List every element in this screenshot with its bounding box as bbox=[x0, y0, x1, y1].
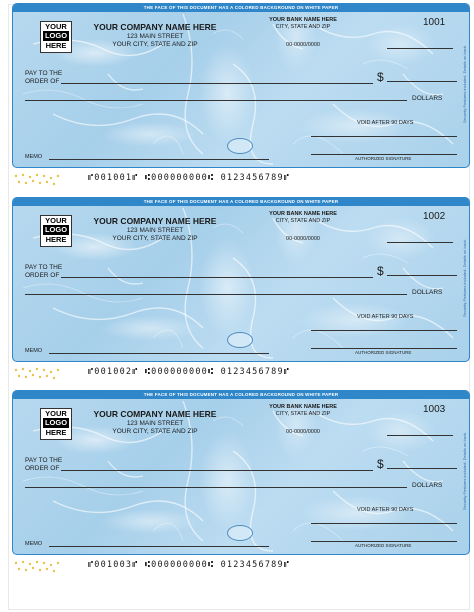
payee-line[interactable] bbox=[61, 470, 373, 471]
amount-line[interactable] bbox=[387, 275, 457, 276]
check-number: 1002 bbox=[423, 211, 446, 222]
payee-line[interactable] bbox=[61, 277, 373, 278]
dollar-sign: $ bbox=[377, 70, 384, 84]
written-amount-line[interactable] bbox=[25, 294, 407, 295]
signature-line-upper[interactable] bbox=[311, 136, 457, 137]
bank-info bbox=[258, 404, 348, 418]
security-features-text: Security Features included. Details on back. bbox=[462, 431, 467, 511]
company-street: 123 MAIN STREET bbox=[126, 420, 184, 427]
pay-to-label: PAY TO THE ORDER OF bbox=[25, 70, 63, 85]
company-city: YOUR CITY, STATE AND ZIP bbox=[112, 41, 198, 48]
written-amount-line[interactable] bbox=[25, 487, 407, 488]
micr-line: ⑈001003⑈ ⑆000000000⑆ 0123456789⑈ bbox=[88, 560, 291, 570]
security-banner: THE FACE OF THIS DOCUMENT HAS A COLORED BACKGROUND ON WHITE PAPER bbox=[13, 4, 469, 12]
signature-line[interactable] bbox=[311, 348, 457, 349]
memo-line[interactable] bbox=[49, 353, 269, 354]
amount-line[interactable] bbox=[387, 81, 457, 82]
amount-line[interactable] bbox=[387, 468, 457, 469]
memo-label: MEMO bbox=[25, 154, 43, 160]
signature-line[interactable] bbox=[311, 154, 457, 155]
signature-label: AUTHORIZED SIGNATURE bbox=[355, 156, 412, 161]
date-line[interactable] bbox=[387, 435, 453, 436]
company-street: 123 MAIN STREET bbox=[126, 33, 184, 40]
security-features-text: Security Features included. Details on back. bbox=[462, 44, 467, 124]
void-notice: VOID AFTER 90 DAYS bbox=[357, 120, 414, 126]
logo-placeholder: YOUR LOGO HERE bbox=[40, 215, 72, 247]
dollar-sign: $ bbox=[377, 264, 384, 278]
bank-name: YOUR BANK NAME HERE bbox=[269, 211, 337, 217]
security-banner: THE FACE OF THIS DOCUMENT HAS A COLORED BACKGROUND ON WHITE PAPER bbox=[13, 198, 469, 206]
void-notice: VOID AFTER 90 DAYS bbox=[357, 507, 414, 513]
void-notice: VOID AFTER 90 DAYS bbox=[357, 314, 414, 320]
micr-line: ⑈001001⑈ ⑆000000000⑆ 0123456789⑈ bbox=[88, 173, 291, 183]
dollar-sign: $ bbox=[377, 457, 384, 471]
micr-line: ⑈001002⑈ ⑆000000000⑆ 0123456789⑈ bbox=[88, 367, 291, 377]
written-amount-line[interactable] bbox=[25, 100, 407, 101]
memo-line[interactable] bbox=[49, 546, 269, 547]
company-name: YOUR COMPANY NAME HERE bbox=[93, 216, 217, 226]
bank-info bbox=[258, 211, 348, 225]
check-face bbox=[12, 3, 470, 168]
company-info bbox=[75, 409, 235, 436]
bank-city: CITY, STATE AND ZIP bbox=[275, 411, 331, 417]
logo-placeholder: YOUR LOGO HERE bbox=[40, 21, 72, 53]
signature-line-upper[interactable] bbox=[311, 523, 457, 524]
company-name: YOUR COMPANY NAME HERE bbox=[93, 409, 217, 419]
memo-line[interactable] bbox=[49, 159, 269, 160]
signature-label: AUTHORIZED SIGNATURE bbox=[355, 543, 412, 548]
memo-label: MEMO bbox=[25, 348, 43, 354]
security-seal bbox=[227, 138, 253, 154]
date-line[interactable] bbox=[387, 242, 453, 243]
dollars-label: DOLLARS bbox=[412, 289, 443, 296]
bank-city: CITY, STATE AND ZIP bbox=[275, 24, 331, 30]
security-banner: THE FACE OF THIS DOCUMENT HAS A COLORED BACKGROUND ON WHITE PAPER bbox=[13, 391, 469, 399]
payee-line[interactable] bbox=[61, 83, 373, 84]
check-number: 1001 bbox=[423, 17, 446, 28]
memo-label: MEMO bbox=[25, 541, 43, 547]
pay-to-label: PAY TO THE ORDER OF bbox=[25, 457, 63, 472]
company-info bbox=[75, 22, 235, 49]
stars-icon bbox=[12, 366, 62, 380]
company-city: YOUR CITY, STATE AND ZIP bbox=[112, 428, 198, 435]
stars-icon bbox=[12, 559, 62, 573]
signature-line-upper[interactable] bbox=[311, 330, 457, 331]
logo-placeholder: YOUR LOGO HERE bbox=[40, 408, 72, 440]
bank-name: YOUR BANK NAME HERE bbox=[269, 404, 337, 410]
security-seal bbox=[227, 332, 253, 348]
routing-fraction: 00-0000/0000 bbox=[286, 236, 320, 242]
security-features-text: Security Features included. Details on back. bbox=[462, 238, 467, 318]
bank-name: YOUR BANK NAME HERE bbox=[269, 17, 337, 23]
check-number: 1003 bbox=[423, 404, 446, 415]
check-face bbox=[12, 390, 470, 555]
stars-icon bbox=[12, 172, 62, 186]
bank-city: CITY, STATE AND ZIP bbox=[275, 218, 331, 224]
company-name: YOUR COMPANY NAME HERE bbox=[93, 22, 217, 32]
company-city: YOUR CITY, STATE AND ZIP bbox=[112, 235, 198, 242]
routing-fraction: 00-0000/0000 bbox=[286, 429, 320, 435]
routing-fraction: 00-0000/0000 bbox=[286, 42, 320, 48]
signature-label: AUTHORIZED SIGNATURE bbox=[355, 350, 412, 355]
check-face bbox=[12, 197, 470, 362]
company-info bbox=[75, 216, 235, 243]
company-street: 123 MAIN STREET bbox=[126, 227, 184, 234]
dollars-label: DOLLARS bbox=[412, 482, 443, 489]
signature-line[interactable] bbox=[311, 541, 457, 542]
bank-info bbox=[258, 17, 348, 31]
date-line[interactable] bbox=[387, 48, 453, 49]
security-seal bbox=[227, 525, 253, 541]
dollars-label: DOLLARS bbox=[412, 95, 443, 102]
pay-to-label: PAY TO THE ORDER OF bbox=[25, 264, 63, 279]
